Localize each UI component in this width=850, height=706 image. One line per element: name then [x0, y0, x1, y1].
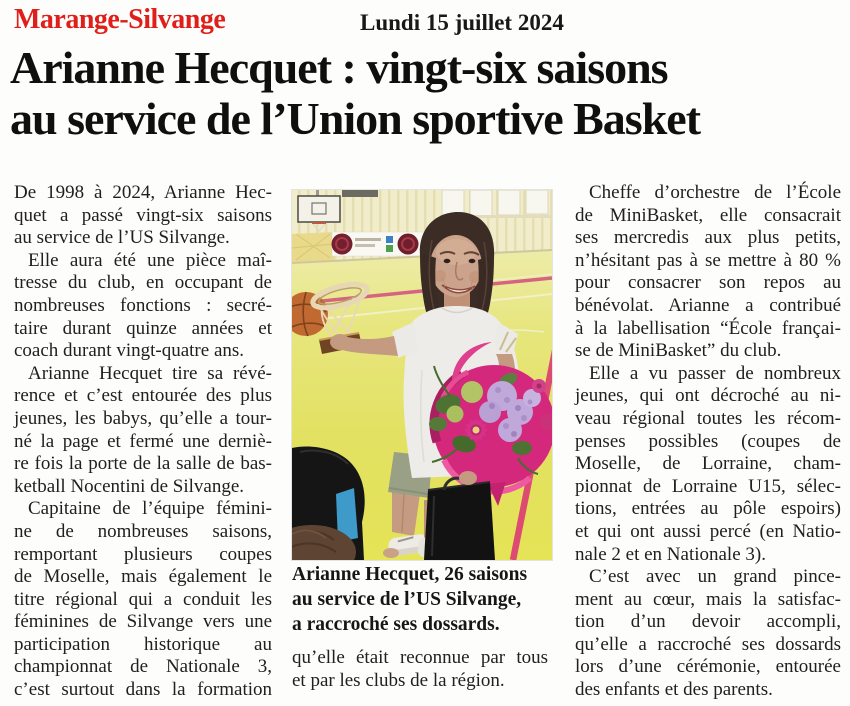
body-line: et par les clubs de la région.	[292, 669, 505, 691]
body-line: quet a passé vingt-six saisons	[14, 204, 272, 226]
headline-line-1: Arianne Hecquet : vingt-six saisons	[10, 42, 668, 93]
body-line: Capitaine de l’équipe fémini-	[28, 498, 272, 520]
body-line: nombreuses fonctions : secré-	[14, 294, 272, 316]
body-line: nale 2 et en Nationale 3).	[575, 543, 766, 565]
body-line: au service de l’US Silvange.	[14, 227, 230, 249]
body-line: coach durant vingt-quatre ans.	[14, 340, 245, 362]
body-line: pionnat de Lorraine U15, sélec-	[575, 475, 841, 497]
body-line: tresse du club, en occupant de	[14, 272, 272, 294]
body-line: re fois la porte de la salle de bas-	[14, 453, 272, 475]
body-line: Cheffe d’orchestre de l’École	[589, 182, 841, 203]
body-line: se de MiniBasket” du club.	[575, 340, 782, 362]
column-left	[14, 182, 272, 702]
body-line: ne de nombreuses saisons,	[14, 520, 272, 542]
body-line: jeunes, les babys, qu’elle a tour-	[14, 407, 272, 429]
body-line: Elle aura été une pièce maî-	[28, 249, 272, 271]
article-photo	[292, 190, 552, 560]
body-line: ses mercredis aux plus petits,	[575, 227, 841, 249]
headline	[10, 42, 700, 144]
headline-line-2: au service de l’Union sportive Basket	[10, 93, 701, 144]
body-line: né la page et fermé une derniè-	[14, 430, 272, 452]
body-line: titre régional qui a conduit les	[14, 588, 272, 610]
body-line: de MiniBasket, elle consacrait	[575, 204, 841, 226]
column-right	[575, 182, 841, 702]
body-line: qu’elle a raccroché ses dossards	[575, 633, 841, 655]
body-line: taire durant quinze années et	[14, 317, 272, 339]
body-line: rence et c’est entourée des plus	[14, 385, 272, 407]
body-line: c’est surtout dans la formation	[14, 679, 272, 701]
body-line: tion d’un devoir accompli,	[575, 611, 841, 633]
gym-photo-illustration	[292, 190, 552, 560]
caption-line: Arianne Hecquet, 26 saisons	[292, 564, 528, 585]
body-line: Moselle, de Lorraine, cham-	[575, 453, 841, 475]
body-line: n’hésitant pas à se mettre à 80 %	[575, 249, 841, 271]
body-line: pour consacrer son repos au	[575, 272, 841, 294]
date: Lundi 15 juillet 2024	[360, 10, 564, 35]
caption-line: au service de l’US Silvange,	[292, 589, 522, 610]
body-line: qu’elle était reconnue par tous	[292, 647, 548, 668]
photo-caption	[292, 562, 550, 637]
body-line: lors d’une cérémonie, entourée	[575, 656, 841, 678]
body-line: féminines de Silvange vers une	[14, 611, 272, 633]
body-line: participation historique au	[14, 633, 272, 655]
body-line: Arianne Hecquet tire sa révé-	[28, 362, 272, 384]
body-line: Elle a vu passer de nombreux	[589, 362, 841, 384]
column-middle-continuation	[292, 647, 548, 692]
body-line: ment au cœur, mais la satisfac-	[575, 588, 841, 610]
body-line: ketball Nocentini de Silvange.	[14, 475, 245, 497]
body-line: tions, entrées au pôle espoirs)	[575, 498, 841, 520]
body-line: veau régional toutes les récom-	[575, 407, 841, 429]
body-line: à la labellisation “École françai-	[575, 317, 841, 339]
body-line: remportant plusieurs coupes	[14, 543, 272, 565]
caption-line: a raccroché ses dossards.	[292, 614, 500, 635]
body-line: des enfants et des parents.	[575, 679, 773, 701]
body-line: penses possibles (coupes de	[575, 430, 841, 452]
body-line: jeunes, qui ont décroché au ni-	[575, 385, 841, 407]
body-line: bénévolat. Arianne a contribué	[575, 294, 841, 316]
body-line: et qui ont aussi percé (en Natio-	[575, 520, 841, 542]
body-line: C’est avec un grand pince-	[589, 566, 841, 588]
body-line: championnat de Nationale 3,	[14, 656, 272, 678]
body-line: De 1998 à 2024, Arianne Hec-	[14, 182, 272, 203]
kicker: Marange-Silvange	[14, 4, 226, 35]
body-line: de Moselle, mais également le	[14, 566, 272, 588]
